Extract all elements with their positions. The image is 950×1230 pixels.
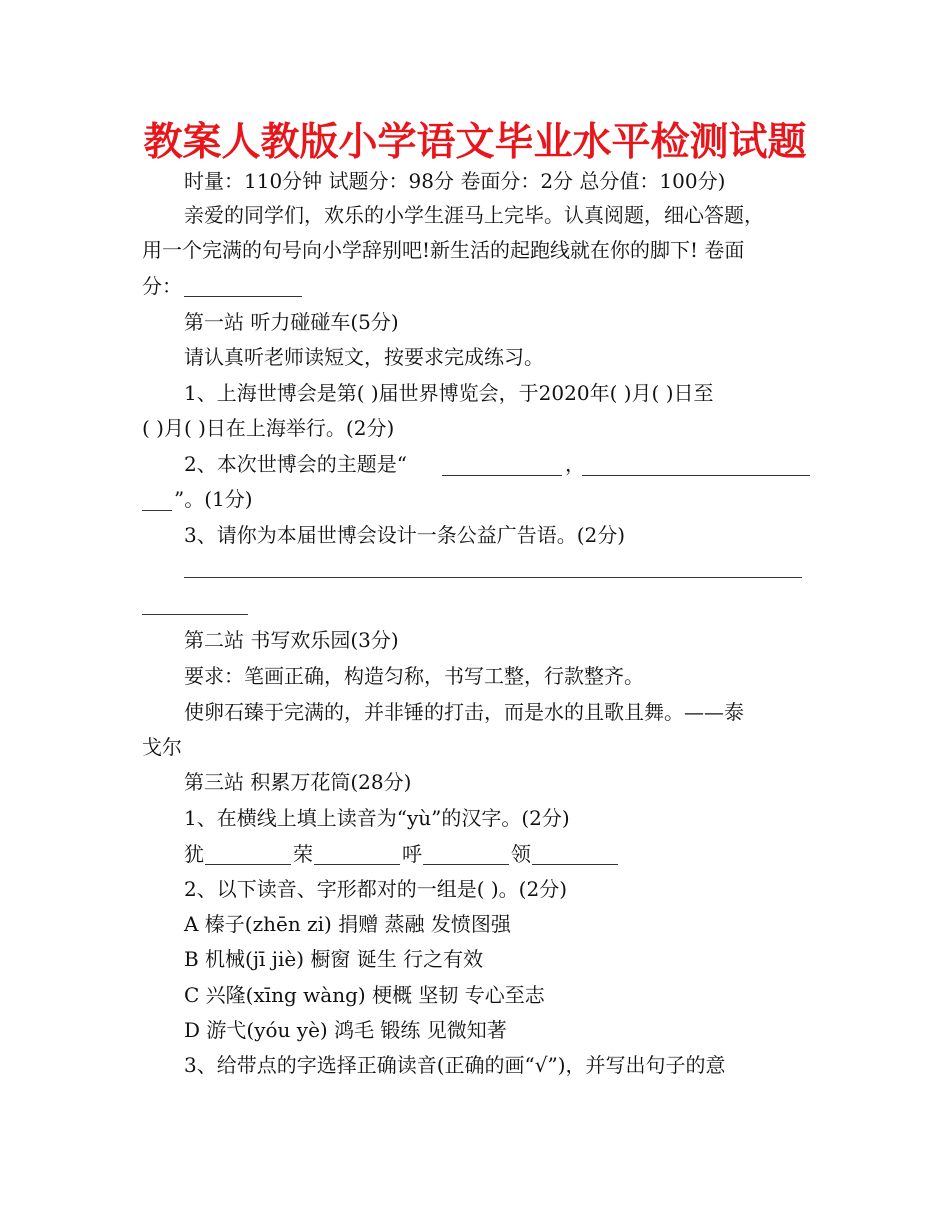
- quote-text-a: 使卵石臻于完满的，并非锤的打击，而是水的且歌且舞。——泰: [184, 700, 744, 724]
- section-1-instruction-line: [0, 339, 950, 375]
- quote-line-b: [0, 729, 950, 765]
- question-1-2-line-a: [0, 446, 950, 482]
- intro-line-1: [0, 197, 950, 233]
- fill-blank-2[interactable]: [314, 864, 400, 865]
- option-b-line: [0, 941, 950, 977]
- exam-info: 时量：110分钟 试题分：98分 卷面分：2分 总分值：100分): [184, 169, 726, 193]
- question-1-2-line-b: [0, 481, 950, 517]
- section-3-line: [0, 764, 950, 800]
- intro-line-3: [0, 268, 950, 304]
- option-d-line: [0, 1012, 950, 1048]
- question-3-3-line: [0, 1047, 950, 1083]
- fill-blank-1[interactable]: [205, 864, 291, 865]
- section-1-heading: 第一站 听力碰碰车(5分): [184, 310, 399, 334]
- section-2-line: [0, 622, 950, 658]
- question-1-1-line-a: [0, 375, 950, 411]
- fill-word-3: 呼: [402, 842, 422, 866]
- question-3-2-line: [0, 871, 950, 907]
- question-1-2-blank-2[interactable]: [582, 475, 810, 476]
- question-1-2-text-a: 2、本次世博会的主题是“: [184, 452, 407, 476]
- question-3-1-fill-line: [0, 836, 950, 872]
- quote-text-b: 戈尔: [142, 735, 182, 759]
- question-3-1-line: [0, 800, 950, 836]
- question-1-3-line: [0, 517, 950, 553]
- neatness-score-label: 分：: [142, 274, 182, 298]
- question-1-2-comma: ，: [565, 452, 585, 476]
- question-3-2-text: 2、以下读音、字形都对的一组是( )。(2分): [184, 877, 568, 901]
- question-1-2-text-b: ”。(1分): [174, 487, 253, 511]
- question-1-1-line-b: [0, 410, 950, 446]
- exam-info-line: [0, 163, 950, 199]
- section-1-line: [0, 304, 950, 340]
- question-3-3-text: 3、给带点的字选择正确读音(正确的画“√”)，并写出句子的意: [184, 1053, 726, 1077]
- fill-blank-3[interactable]: [423, 864, 509, 865]
- intro-text-1: 亲爱的同学们，欢乐的小学生涯马上完毕。认真阅题，细心答题，: [184, 203, 764, 227]
- section-3-heading: 第三站 积累万花筒(28分): [184, 770, 412, 794]
- question-1-3-text: 3、请你为本届世博会设计一条公益广告语。(2分): [184, 523, 626, 547]
- intro-text-2: 用一个完满的句号向小学辞别吧!新生活的起跑线就在你的脚下! 卷面: [142, 238, 745, 262]
- option-b: B 机械(jī jiè) 橱窗 诞生 行之有效: [184, 947, 484, 971]
- section-2-requirement-line: [0, 658, 950, 694]
- fill-word-1: 犹: [184, 842, 204, 866]
- option-c: C 兴隆(xīng wàng) 梗概 坚韧 专心至志: [184, 983, 545, 1007]
- fill-word-4: 领: [511, 842, 531, 866]
- question-1-3-answer-blank-1[interactable]: [184, 577, 802, 578]
- question-3-1-text: 1、在横线上填上读音为“yù”的汉字。(2分): [184, 806, 570, 830]
- question-1-1-text-a: 1、上海世博会是第( )届世界博览会，于2020年( )月( )日至: [184, 381, 714, 405]
- question-1-2-blank-3[interactable]: [142, 510, 172, 511]
- quote-line-a: [0, 694, 950, 730]
- section-1-instruction: 请认真听老师读短文，按要求完成练习。: [184, 345, 544, 369]
- fill-blank-4[interactable]: [532, 864, 618, 865]
- neatness-score-blank[interactable]: [184, 296, 302, 297]
- question-1-3-answer-blank-2[interactable]: [142, 614, 248, 615]
- option-a-line: [0, 906, 950, 942]
- question-1-1-text-b: ( )月( )日在上海举行。(2分): [142, 416, 395, 440]
- option-d: D 游弋(yóu yè) 鸿毛 锻练 见微知著: [184, 1018, 507, 1042]
- option-c-line: [0, 977, 950, 1013]
- section-2-heading: 第二站 书写欢乐园(3分): [184, 628, 399, 652]
- document-title: 教案人教版小学语文毕业水平检测试题: [143, 120, 807, 165]
- intro-line-2: [0, 232, 950, 268]
- fill-word-2: 荣: [293, 842, 313, 866]
- section-2-requirement: 要求：笔画正确，构造匀称，书写工整，行款整齐。: [184, 664, 644, 688]
- question-1-2-blank-1[interactable]: [442, 475, 562, 476]
- option-a: A 榛子(zhēn zi) 捐赠 蒸融 发愤图强: [184, 912, 511, 936]
